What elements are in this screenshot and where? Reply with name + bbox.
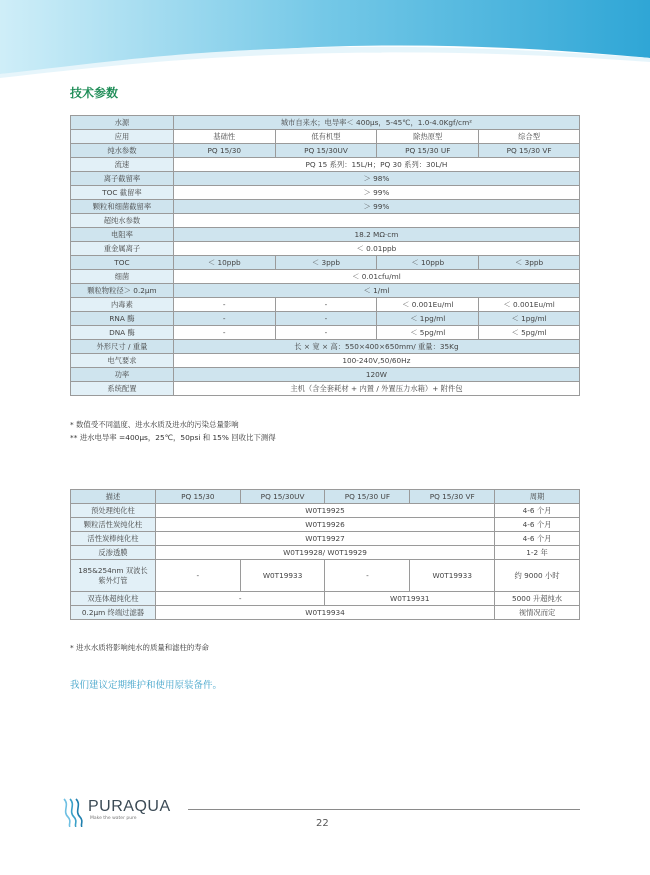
spec-value: 18.2 MΩ·cm <box>173 228 579 242</box>
spec-value: ＜ 1/ml <box>173 284 579 298</box>
spec-value: ＜ 0.001Eu/ml <box>479 298 580 312</box>
spec-value: ＞ 99% <box>173 200 579 214</box>
part-period: 4-6 个月 <box>495 504 580 518</box>
spec-value: 综合型 <box>479 130 580 144</box>
spec-table <box>70 115 580 396</box>
table-row <box>71 592 580 606</box>
part-desc: 预处理纯化柱 <box>71 504 156 518</box>
spec-value: - <box>173 298 275 312</box>
brand-name: PURAQUA <box>88 798 171 815</box>
spec-label: DNA 酶 <box>71 326 174 340</box>
spec-value: 基础性 <box>173 130 275 144</box>
spec-value: ＞ 98% <box>173 172 579 186</box>
spec-value: 120W <box>173 368 579 382</box>
spec-label: 电阻率 <box>71 228 174 242</box>
spec-value: ＞ 99% <box>173 186 579 200</box>
page-number: 22 <box>316 818 329 829</box>
spec-value: PQ 15/30 VF <box>479 144 580 158</box>
part-desc: 双连体超纯化柱 <box>71 592 156 606</box>
spec-value: ＜ 5pg/ml <box>479 326 580 340</box>
part-period: 5000 升超纯水 <box>495 592 580 606</box>
table-row <box>71 312 580 326</box>
parts-header-pq1530vf: PQ 15/30 VF <box>410 490 495 504</box>
spec-value: 低有机型 <box>275 130 377 144</box>
parts-header-pq1530: PQ 15/30 <box>155 490 240 504</box>
spec-value: ＜ 1pg/ml <box>377 312 479 326</box>
parts-note: * 进水水质将影响纯水的质量和滤柱的寿命 <box>70 643 210 652</box>
table-row <box>71 382 580 396</box>
table-row <box>71 130 580 144</box>
spec-value: ＜ 0.001Eu/ml <box>377 298 479 312</box>
spec-value: ＜ 0.01cfu/ml <box>173 270 579 284</box>
part-desc: 活性炭棒纯化柱 <box>71 532 156 546</box>
table-row <box>71 186 580 200</box>
spec-label: 颗粒物粒径＞ 0.2μm <box>71 284 174 298</box>
part-number: W0T19934 <box>155 606 494 620</box>
table-row <box>71 228 580 242</box>
spec-label: 功率 <box>71 368 174 382</box>
table-row <box>71 532 580 546</box>
table-row <box>71 214 580 228</box>
table-row <box>71 144 580 158</box>
part-number: W0T19927 <box>155 532 494 546</box>
spec-value: 长 × 宽 × 高：550×400×650mm/ 重量：35Kg <box>173 340 579 354</box>
part-period: 4-6 个月 <box>495 532 580 546</box>
parts-table <box>70 489 580 620</box>
part-number: - <box>155 560 240 592</box>
table-row <box>71 200 580 214</box>
spec-label: 超纯水参数 <box>71 214 174 228</box>
spec-value: ＜ 5pg/ml <box>377 326 479 340</box>
spec-value: 除热原型 <box>377 130 479 144</box>
part-period: 视情况而定 <box>495 606 580 620</box>
parts-header-pq1530uf: PQ 15/30 UF <box>325 490 410 504</box>
table-row <box>71 546 580 560</box>
part-desc <box>71 560 156 592</box>
part-period: 1-2 年 <box>495 546 580 560</box>
part-desc: 0.2μm 终端过滤器 <box>71 606 156 620</box>
part-number: W0T19928/ W0T19929 <box>155 546 494 560</box>
spec-value: ＜ 10ppb <box>173 256 275 270</box>
part-number: - <box>325 560 410 592</box>
part-number: - <box>155 592 325 606</box>
parts-header-period: 周期 <box>495 490 580 504</box>
part-desc: 颗粒活性炭纯化柱 <box>71 518 156 532</box>
spec-value: ＜ 10ppb <box>377 256 479 270</box>
table-row <box>71 298 580 312</box>
spec-notes <box>70 418 276 444</box>
spec-label: 水源 <box>71 116 174 130</box>
part-desc: 反渗透膜 <box>71 546 156 560</box>
spec-label: 系统配置 <box>71 382 174 396</box>
spec-value: - <box>173 326 275 340</box>
spec-value: - <box>173 312 275 326</box>
part-period: 约 9000 小时 <box>495 560 580 592</box>
spec-value: PQ 15/30 <box>173 144 275 158</box>
spec-value: ＜ 0.01ppb <box>173 242 579 256</box>
spec-label: 外形尺寸 / 重量 <box>71 340 174 354</box>
parts-header-pq1530uv: PQ 15/30UV <box>240 490 325 504</box>
spec-value: - <box>275 312 377 326</box>
note-line: * 数值受不同温度、进水水质及进水的污染总量影响 <box>70 420 239 429</box>
part-number: W0T19926 <box>155 518 494 532</box>
page-title: 技术参数 <box>70 86 119 100</box>
spec-value: 100-240V,50/60Hz <box>173 354 579 368</box>
maintenance-recommendation: 我们建议定期维护和使用原装备件。 <box>70 680 223 691</box>
spec-value: - <box>275 326 377 340</box>
spec-label: RNA 酶 <box>71 312 174 326</box>
table-row <box>71 270 580 284</box>
table-row <box>71 340 580 354</box>
spec-label: TOC <box>71 256 174 270</box>
brand-slogan: Make the water pure <box>90 816 137 821</box>
table-row <box>71 172 580 186</box>
table-row <box>71 368 580 382</box>
spec-label: 应用 <box>71 130 174 144</box>
table-row <box>71 284 580 298</box>
spec-label: 细菌 <box>71 270 174 284</box>
spec-value: PQ 15/30UV <box>275 144 377 158</box>
table-row <box>71 116 580 130</box>
table-row <box>71 158 580 172</box>
spec-value: - <box>275 298 377 312</box>
spec-label: 重金属离子 <box>71 242 174 256</box>
spec-label: 电气要求 <box>71 354 174 368</box>
spec-value <box>173 214 579 228</box>
part-desc-line: 紫外灯管 <box>98 575 128 585</box>
table-row <box>71 256 580 270</box>
part-number: W0T19933 <box>410 560 495 592</box>
spec-label: TOC 截留率 <box>71 186 174 200</box>
table-row <box>71 242 580 256</box>
table-row <box>71 504 580 518</box>
table-row <box>71 518 580 532</box>
footer-divider <box>188 809 580 810</box>
note-line: ** 进水电导率 =400μs，25℃，50psi 和 15% 回收比下测得 <box>70 433 276 442</box>
table-row <box>71 326 580 340</box>
table-row <box>71 606 580 620</box>
header-wave-banner <box>0 0 650 78</box>
spec-label: 内毒素 <box>71 298 174 312</box>
part-period: 4-6 个月 <box>495 518 580 532</box>
part-number: W0T19931 <box>325 592 495 606</box>
spec-value: ＜ 1pg/ml <box>479 312 580 326</box>
spec-label: 流速 <box>71 158 174 172</box>
spec-value: PQ 15/30 UF <box>377 144 479 158</box>
parts-header-desc: 描述 <box>71 490 156 504</box>
spec-label: 纯水参数 <box>71 144 174 158</box>
table-row <box>71 354 580 368</box>
part-number: W0T19933 <box>240 560 325 592</box>
spec-label: 颗粒和细菌截留率 <box>71 200 174 214</box>
spec-value: ＜ 3ppb <box>275 256 377 270</box>
part-desc-line: 185&254nm 双波长 <box>78 565 148 575</box>
spec-value: PQ 15 系列：15L/H；PQ 30 系列：30L/H <box>173 158 579 172</box>
spec-value: 主机（含全套耗材 + 内置 / 外置压力水箱）+ 附件包 <box>173 382 579 396</box>
part-number: W0T19925 <box>155 504 494 518</box>
spec-label: 离子截留率 <box>71 172 174 186</box>
spec-value: ＜ 3ppb <box>479 256 580 270</box>
table-row <box>71 560 580 592</box>
spec-value: 城市自来水；电导率＜ 400μs，5-45℃，1.0-4.0Kgf/cm² <box>173 116 579 130</box>
